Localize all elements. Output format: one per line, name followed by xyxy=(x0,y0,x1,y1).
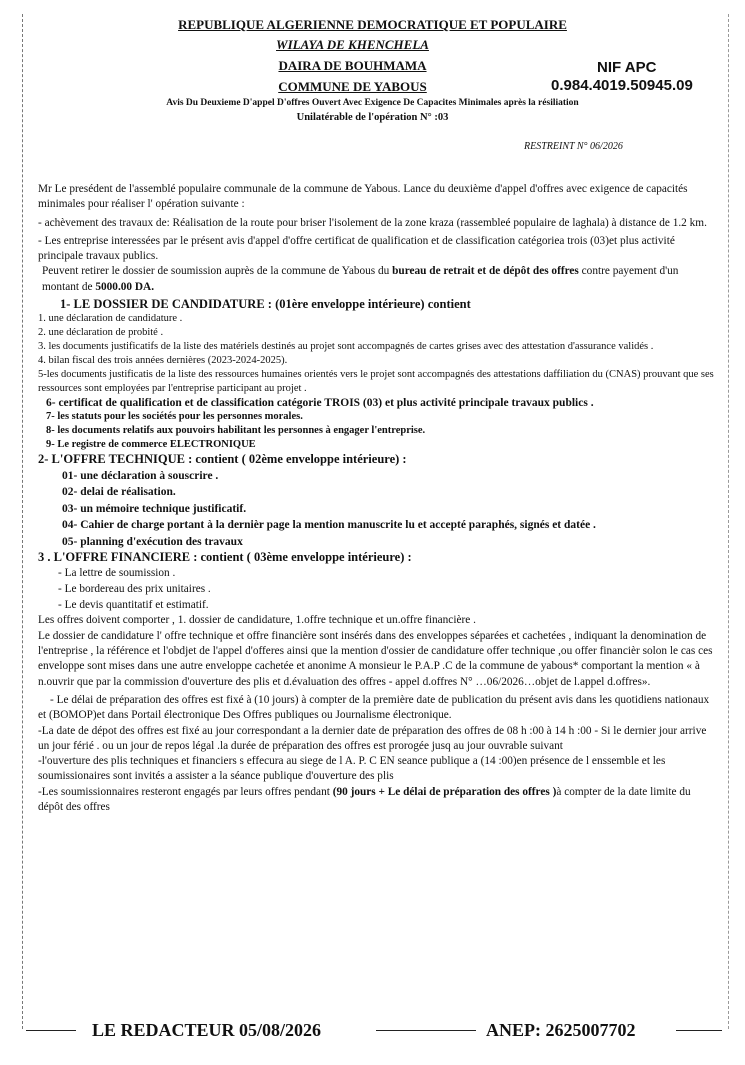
nif-label: NIF APC xyxy=(597,59,657,76)
avis-title-line2: Unilatérable de l'opération N° :03 xyxy=(296,112,449,123)
envelopes-paragraph: Le dossier de candidature l' offre technique et offre financière sont insérés dans des enveloppes séparées et cachetées , indiquant la denomination de l'entreprise , la référence et l'obdjet de l'appel d'offeres ainsi que la mention d'ossier de candidature offer technique ,ou offer financièr solon le cas ces enveloppe sont mises dans une autre enveloppe cachetée et anonime A monsieur le P.A.P .C de la commune de yabous* comportant la mention « à n.ouvrir que par la commission d'ouverture des plis et d.évaluation des offres - appel d.offres N° …06/2026…objet de l.appel d.offres». xyxy=(38,629,713,688)
section3-item: - Le bordereau des prix unitaires . xyxy=(58,583,211,596)
section1-item: 1. une déclaration de candidature . xyxy=(38,313,183,325)
section3-title: 3 . L'OFFRE FINANCIERE : contient ( 03ème enveloppe intérieure) : xyxy=(38,550,412,565)
section2-item: 04- Cahier de charge portant à la dernièr page la mention manuscrite lu et accepté paraphés, signés et datée . xyxy=(62,519,596,532)
section1-title: 1- LE DOSSIER DE CANDIDATURE : (01ère enveloppe intérieure) contient xyxy=(60,297,471,312)
offers-content-paragraph: Les offres doivent comporter , 1. dossier de candidature, 1.offre technique et un.offre financière . xyxy=(38,614,476,627)
footer-rule-right xyxy=(676,1030,722,1031)
avis-title-line1: Avis Du Deuxieme D'appel D'offres Ouvert Avec Exigence De Capacites Minimales après la résiliation xyxy=(166,98,579,108)
footer xyxy=(26,1018,726,1046)
anep-number: ANEP: 2625007702 xyxy=(486,1020,636,1040)
header-commune: COMMUNE DE YABOUS xyxy=(278,79,427,94)
section2-item: 02- delai de réalisation. xyxy=(62,486,176,499)
retrieval-paragraph: Peuvent retirer le dossier de soumission auprès de la commune de Yabous du bureau de retrait et de dépôt des offres contre payement d'un montant de 5000.00 DA. xyxy=(42,265,679,293)
section1-item: 7- les statuts pour les sociétés pour les personnes morales. xyxy=(46,411,303,423)
section2-title: 2- L'OFFRE TECHNIQUE : contient ( 02ème enveloppe intérieure) : xyxy=(38,452,407,467)
section1-item: 9- Le registre de commerce ELECTRONIQUE xyxy=(46,439,256,451)
operation-description: - achèvement des travaux de: Réalisation de la route pour briser l'isolement de la zone kraza (rassembleé populaire de laghala) à distance de 1.2 km. xyxy=(38,216,707,229)
header-republique: REPUBLIQUE ALGERIENNE DEMOCRATIQUE ET POPULAIRE xyxy=(178,17,567,32)
left-border xyxy=(22,14,23,1029)
nif-value: 0.984.4019.50945.09 xyxy=(551,77,693,94)
opening-paragraph: -l'ouverture des plis techniques et financiers s effecura au siege de l A. P. C EN seance publique a (14 :00)en présence de l enssemble et les soumissionaires sont invités a assister a la séance publique d'ouverture des plis xyxy=(38,755,666,783)
announcement-body xyxy=(38,182,718,815)
section3-item: - Le devis quantitatif et estimatif. xyxy=(58,599,209,612)
section1-list xyxy=(38,312,718,452)
section1-item: 8- les documents relatifs aux pouvoirs habilitant les personnes à engager l'entreprise. xyxy=(46,425,426,437)
footer-rule-left xyxy=(26,1030,76,1031)
engagement-paragraph: -Les soumissionnaires resteront engagés par leurs offres pendant (90 jours + Le délai de préparation des offres )à compter de la date limite du dépôt des offres xyxy=(38,785,691,814)
section3-item: - La lettre de soumission . xyxy=(58,567,176,580)
deposit-date-paragraph: -La date de dépot des offres est fixé au jour correspondant a la dernier date de préparation des offres de 08 h :00 à 14 h :00 - Si le dernier jour arrive un jour férié . ou un jour de repos légal .la durée de préparation des offres est prorogée jusq au jour ouvrable suivant xyxy=(38,724,707,752)
section2-item: 03- un mémoire technique justificatif. xyxy=(62,502,247,515)
section2-item: 05- planning d'exécution des travaux xyxy=(62,535,243,548)
section1-item: 5-les documents justificatis de la liste des ressources humaines orientés vers le projet sont accompagnés des attestations daffiliation du (CNAS) prouvant que ses ressources sont employées par l'entreprise participant au projet . xyxy=(38,369,714,395)
section3-list xyxy=(38,565,718,613)
section1-item: 3. les documents justificatifs de la liste des matériels destinés au projet sont accompagnés de cartes grises avec des attestation d'assurance validés . xyxy=(38,341,654,353)
redacteur-signature: LE REDACTEUR 05/08/2026 xyxy=(92,1020,322,1040)
intro-paragraph: Mr Le presédent de l'assemblé populaire communale de la commune de Yabous. Lance du deuxième d'appel d'offres avec exigence de capacités minimales pour réaliser l' opération suivante : xyxy=(38,183,688,211)
section1-item: 6- certificat de qualification et de classification catégorie TROIS (03) et plus activité principale travaux publics . xyxy=(46,397,594,410)
section1-item: 2. une déclaration de probité . xyxy=(38,327,164,339)
eligibility-paragraph: - Les entreprise interessées par le présent avis d'appel d'offre certificat de qualification et de classification catégoriea trois (03)et plus activité principale travaux publics. xyxy=(38,234,675,263)
section2-item: 01- une déclaration à souscrire . xyxy=(62,469,219,482)
right-border xyxy=(728,14,729,1029)
header-daira: DAIRA DE BOUHMAMA xyxy=(278,58,427,73)
delay-paragraph: - Le délai de préparation des offres est fixé à (10 jours) à compter de la première date de publication du présent avis dans les quotidiens nationaux et (BOMOP)et dans Portail électronique Des Offres publiques ou Journalisme électronique. xyxy=(38,693,710,722)
restreint-number: RESTREINT N° 06/2026 xyxy=(524,141,623,152)
section2-list xyxy=(38,468,718,551)
header-wilaya: WILAYA DE KHENCHELA xyxy=(276,37,429,52)
footer-rule-middle xyxy=(376,1030,476,1031)
section1-item: 4. bilan fiscal des trois années dernières (2023-2024-2025). xyxy=(38,355,288,367)
